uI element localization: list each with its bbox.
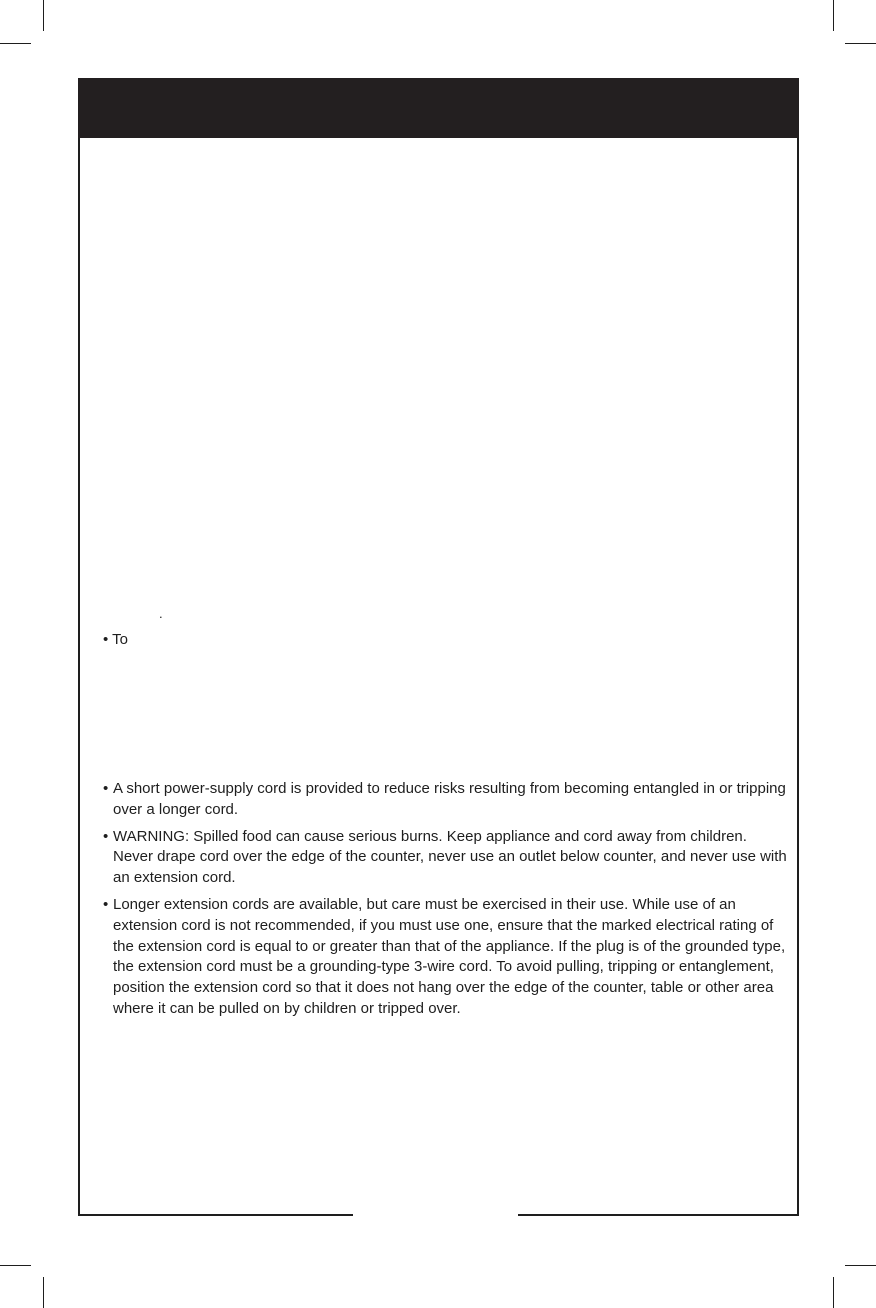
bullet-fragment: • To: [103, 631, 128, 648]
bullet-text: Longer extension cords are available, but care must be exercised in their use. While use of an extension cord is not recommended, if you must use one, ensure that the marked electrical rating of the extension cord is equal to or greater than that of the appliance. If the plug is of the grounded type, the extension cord must be a grounding-type 3-wire cord. To avoid pulling, tripping or entanglement, position the extension cord so that it does not hang over the edge of the counter, table or other area where it can be pulled on by children or tripped over.: [113, 895, 786, 1017]
stray-mark: .: [159, 606, 163, 621]
crop-mark-bottom-right-horizontal: [845, 1265, 876, 1266]
crop-mark-top-left-vertical: [43, 0, 44, 31]
crop-mark-top-right-horizontal: [845, 43, 876, 44]
crop-mark-bottom-right-vertical: [833, 1277, 834, 1308]
list-item: [103, 895, 787, 1020]
header-bar: [78, 78, 799, 138]
bullet-mark: •: [103, 780, 109, 797]
safety-bullet-list: [103, 779, 787, 1026]
bullet-mark: •: [103, 827, 109, 845]
bullet-text: WARNING: Spilled food can cause serious burns. Keep appliance and cord away from children. Never drape cord over the edge of the counter, never use an outlet below counter, and never use with an extension cord.: [113, 827, 787, 887]
crop-mark-top-right-vertical: [833, 0, 834, 31]
page-frame: [78, 78, 799, 1216]
bullet-text: A short power-supply cord is provided to reduce risks resulting from becoming entangled in or tripping over a longer cord.: [113, 780, 786, 818]
list-item: [103, 779, 787, 821]
bullet-mark: •: [103, 895, 109, 913]
frame-bottom-right-segment: [518, 1214, 799, 1216]
crop-mark-bottom-left-horizontal: [0, 1265, 31, 1266]
list-item: [103, 827, 787, 889]
frame-bottom-left-segment: [78, 1214, 353, 1216]
crop-mark-bottom-left-vertical: [43, 1277, 44, 1308]
crop-mark-top-left-horizontal: [0, 43, 31, 44]
